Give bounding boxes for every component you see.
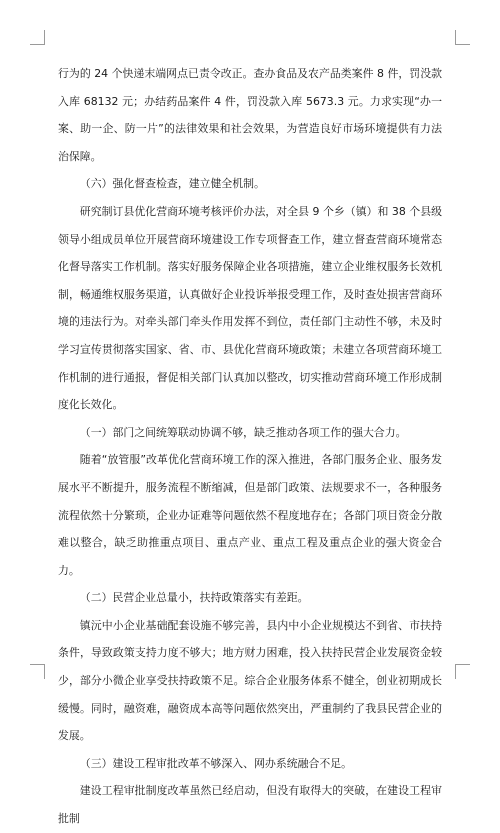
paragraph: 研究制订县优化营商环境考核评价办法，对全县 9 个乡（镇）和 38 个县级领导小组成员单位开展营商环境建设工作专项督查工作，建立督查营商环境常态化督导落实工作机制。落实好服务保障企业各项措施，建立企业维权服务长效机制，畅通维权服务渠道，认真做好企业投诉举报受理工作，及时查处损害营商环境的违法行为。对牵头部门牵头作用发挥不到位，责任部门主动性不够，未及时学习宣传贯彻落实国家、省、市、县优化营商环境政策；未建立各项营商环境工作机制的进行通报，督促相关部门认真加以整改，切实推动营商环境工作形成制度化长效化。 [58,204,442,412]
crop-mark-bottom-left [30,664,45,679]
paragraph: 镇沅中小企业基础配套设施不够完善，县内中小企业规模达不到省、市扶持条件，导致政策支持力度不够大；地方财力困难，投入扶持民营企业发展资金较少，部分小微企业享受扶持政策不足。综合企业服务体系不健全，创业初期成长缓慢。同时，融资难，融资成本高等问题依然突出，严重制约了我县民营企业的发展。 [58,618,442,743]
section-heading: （三）建设工程审批改革不够深入、网办系统融合不足。 [79,756,353,770]
document-body [58,60,442,833]
section-heading: （二）民营企业总量小，扶持政策落实有差距。 [79,591,309,605]
section-heading: （六）强化督查检查，建立健全机制。 [79,177,265,191]
paragraph-continuation: 行为的 24 个快递末端网点已责令改正。查办食品及农产品类案件 8 件，罚没款入库 68132 元；办结药品案件 4 件，罚没款入库 5673.3 元。力求实现“办一案、助一企、防一片”的法律效果和社会效果，为营造良好市场环境提供有力法治保障。 [58,67,442,163]
paragraph: 随着“放管服”改革优化营商环境工作的深入推进，各部门服务企业、服务发展水平不断提升，服务流程不断缩减，但是部门政策、法规要求不一，各种服务流程依然十分繁琐，企业办证难等问题依然不程度地存在；各部门项目资金分散难以整合，缺乏助推重点项目、重点产业、重点工程及重点企业的强大资金合力。 [58,453,442,577]
section-heading: （一）部门之间统筹联动协调不够，缺乏推动各项工作的强大合力。 [79,425,407,439]
crop-mark-top-right [455,30,470,45]
paragraph: 建设工程审批制度改革虽然已经启动，但没有取得大的突破，在建设工程审批制 [58,784,442,826]
crop-mark-bottom-right [455,664,470,679]
crop-mark-top-left [30,30,45,45]
